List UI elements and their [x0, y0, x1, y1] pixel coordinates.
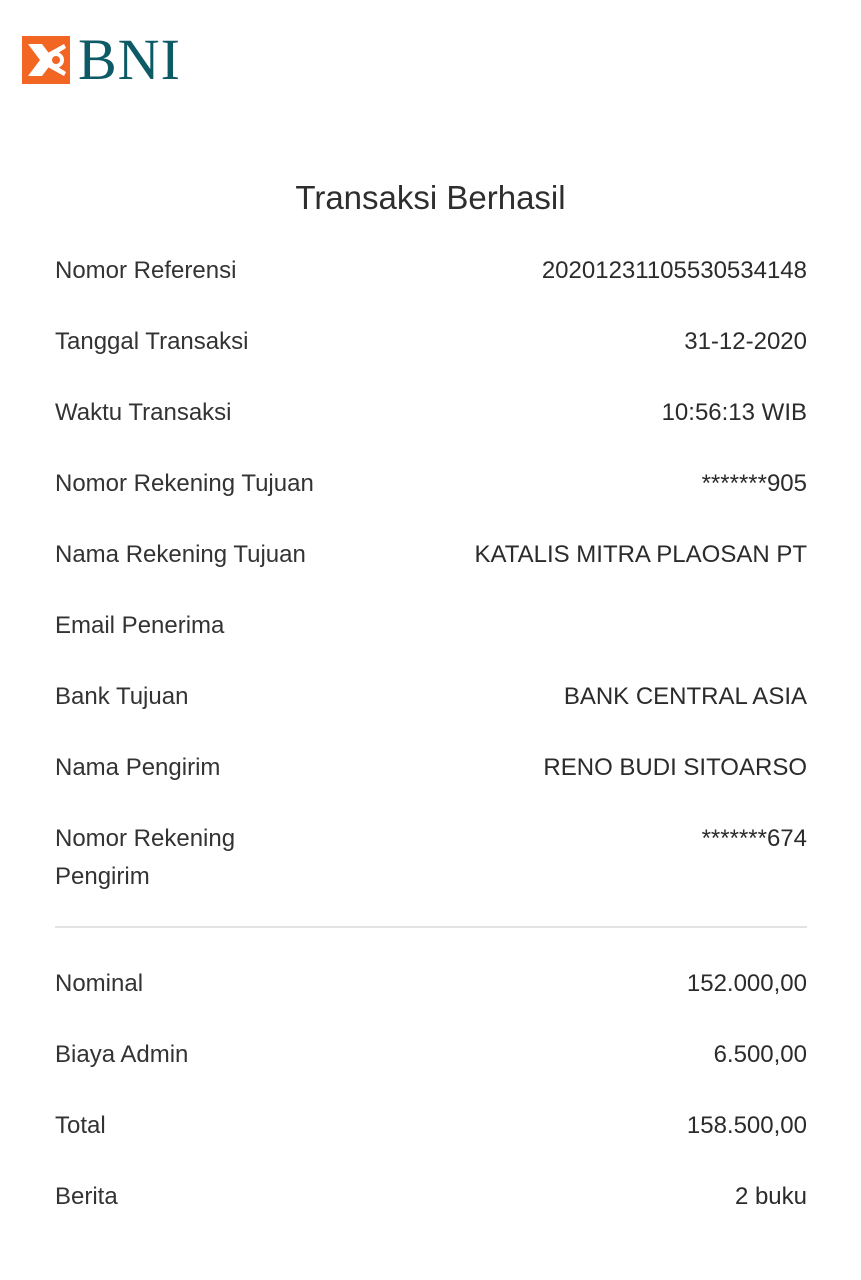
- detail-row-time: [55, 394, 807, 465]
- summary-value: 2 buku: [734, 1183, 807, 1210]
- detail-label: Nomor Referensi: [55, 257, 237, 284]
- summary-row-total: [55, 1107, 807, 1178]
- bni-logo-text: BNI: [78, 27, 181, 92]
- detail-label: Tanggal Transaksi: [55, 328, 249, 355]
- detail-value: *******674: [701, 825, 807, 852]
- detail-value: KATALIS MITRA PLAOSAN PT: [474, 541, 807, 568]
- detail-value: RENO BUDI SITOARSO: [543, 754, 807, 781]
- detail-value: BANK CENTRAL ASIA: [563, 683, 807, 710]
- summary-row-nominal: [55, 965, 807, 1036]
- detail-value: 31-12-2020: [684, 328, 807, 355]
- detail-row-recipient-email: [55, 607, 807, 678]
- bni-logo: [22, 27, 181, 92]
- detail-row-reference: [55, 252, 807, 323]
- detail-label: Nomor Rekening Tujuan: [55, 470, 314, 497]
- page-title: Transaksi Berhasil: [295, 179, 566, 216]
- detail-value: 10:56:13 WIB: [661, 399, 807, 426]
- detail-row-date: [55, 323, 807, 394]
- section-divider: [55, 926, 807, 928]
- summary-value: 158.500,00: [686, 1112, 807, 1139]
- detail-label: Bank Tujuan: [55, 683, 189, 710]
- bni-logo-icon: [22, 36, 70, 84]
- transaction-details: [55, 252, 807, 910]
- summary-value: 6.500,00: [713, 1041, 807, 1068]
- detail-row-destination-account: [55, 465, 807, 536]
- detail-row-destination-bank: [55, 678, 807, 749]
- detail-label: Nama Pengirim: [55, 754, 221, 781]
- summary-label: Total: [55, 1112, 106, 1139]
- summary-label: Biaya Admin: [55, 1041, 189, 1068]
- detail-row-sender-name: [55, 749, 807, 820]
- summary-row-message: [55, 1178, 807, 1249]
- detail-row-destination-name: [55, 536, 807, 607]
- transaction-summary: [55, 965, 807, 1249]
- detail-label: Waktu Transaksi: [55, 399, 232, 426]
- detail-row-sender-account: [55, 820, 807, 910]
- summary-row-admin-fee: [55, 1036, 807, 1107]
- summary-label: Nominal: [55, 970, 144, 997]
- detail-label: Nama Rekening Tujuan: [55, 541, 306, 568]
- detail-value: 20201231105530534148: [541, 257, 807, 284]
- summary-label: Berita: [55, 1183, 118, 1210]
- detail-value: *******905: [701, 470, 807, 497]
- detail-label: Email Penerima: [55, 612, 225, 639]
- summary-value: 152.000,00: [686, 970, 807, 997]
- detail-label: Nomor Rekening Pengirim: [55, 825, 236, 890]
